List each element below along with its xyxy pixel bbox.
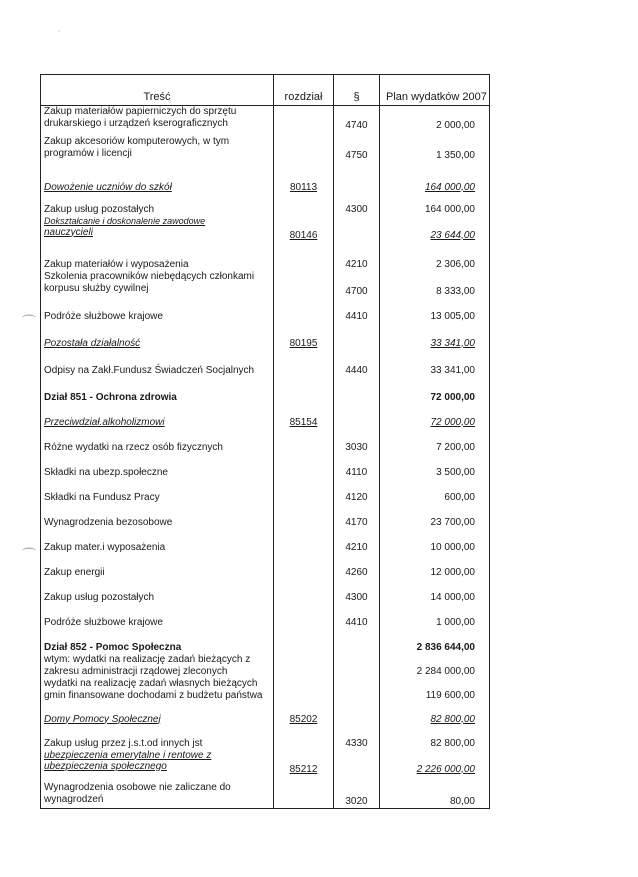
row-text-cont: ubezpieczenia społecznego [44,760,167,772]
row-text: Dowożenie uczniów do szkół [44,181,172,193]
row-paragraf: 4110 [334,454,380,479]
row-value: 119 600,00 [380,678,490,702]
header-plan: Plan wydatków 2007 [380,75,490,106]
row-value: 82 800,00 [430,713,475,725]
section-title: Dział 851 - Ochrona zdrowia [44,391,177,403]
row-paragraf: 4300 [334,194,380,216]
row-value: 33 341,00 [430,337,475,349]
table-row [41,194,490,216]
row-value: 164 000,00 [380,194,490,216]
table-row [41,162,490,194]
table-row [41,479,490,504]
table-row [41,554,490,579]
row-value: 23 700,00 [380,504,490,529]
row-paragraf: 4300 [334,579,380,604]
row-value: 2 284 000,00 [380,654,490,678]
table-row [41,106,490,132]
row-text-cont: wynagrodzeń [44,793,104,805]
row-value: 7 200,00 [380,429,490,454]
row-rozdzial: 80195 [289,337,318,349]
row-value: 10 000,00 [380,529,490,554]
table-row [41,404,490,429]
row-text-cont: nauczycieli [44,226,93,238]
row-text: wtym: wydatki na realizację zadań bieżących z [44,653,251,665]
table-row [41,604,490,629]
scan-mark: ⌒ [22,547,36,563]
table-row [41,654,490,678]
row-text: Szkolenia pracowników niebędących członkami [44,270,255,282]
row-paragraf: 4750 [334,132,380,162]
row-value: 82 800,00 [380,726,490,750]
row-text: Różne wydatki na rzecz osób fizycznych [44,441,223,453]
table-row [41,726,490,750]
table-row [41,454,490,479]
row-text: Zakup akcesoriów komputerowych, w tym [44,135,230,147]
row-paragraf: 4740 [334,106,380,132]
table-row [41,629,490,654]
row-value: 12 000,00 [380,554,490,579]
table-row [41,776,490,809]
header-rozdzial: rozdział [274,75,334,106]
section-total: 72 000,00 [380,377,490,404]
row-value: 3 500,00 [380,454,490,479]
row-paragraf: 4260 [334,554,380,579]
row-text: Podróże służbowe krajowe [44,310,163,322]
row-text: Przeciwdział.alkoholizmowi [44,416,165,428]
table-row [41,529,490,554]
row-paragraf: 4410 [334,604,380,629]
row-text-cont: drukarskiego i urządzeń kserograficznych [44,118,228,129]
section-total: 2 836 644,00 [380,629,490,654]
row-value: 164 000,00 [424,181,475,193]
row-value: 2 226 000,00 [416,763,475,775]
row-text: Pozostała działalność [44,337,141,349]
row-text: Zakup materiałów i wyposażenia [44,258,189,270]
row-text: Zakup usług przez j.s.t.od innych jst [44,737,203,749]
row-text-cont: zakresu administracji rządowej zleconych [44,665,228,677]
table-row [41,132,490,162]
row-rozdzial: 80113 [289,181,318,193]
budget-table [40,74,490,809]
row-value: 2 000,00 [380,106,490,132]
row-paragraf: 4170 [334,504,380,529]
row-value: 23 644,00 [430,229,475,241]
row-text: wydatki na realizację zadań własnych bieżących [44,677,258,689]
row-value: 1 000,00 [380,604,490,629]
row-text: Wynagrodzenia osobowe nie zaliczane do [44,781,231,793]
row-paragraf: 4210 [334,242,380,271]
table-row [41,678,490,702]
row-text-cont: korpusu służby cywilnej [44,282,149,294]
table-row [41,350,490,377]
row-value: 8 333,00 [380,271,490,298]
table-row [41,323,490,350]
row-text-cont: programów i licencji [44,147,132,159]
row-text: ubezpieczenia emerytalne i rentowe z [44,749,212,761]
row-rozdzial: 85154 [289,416,318,428]
row-paragraf: 4120 [334,479,380,504]
row-text: Podróże służbowe krajowe [44,616,163,628]
row-text: Składki na ubezp.społeczne [44,466,168,478]
table-row [41,750,490,776]
table-row [41,429,490,454]
row-paragraf: 4330 [334,726,380,750]
row-paragraf: 4440 [334,350,380,377]
row-value: 33 341,00 [380,350,490,377]
scan-mark: ˙ [58,30,62,41]
row-value: 80,00 [380,776,490,809]
row-text: Domy Pomocy Społecznej [44,713,161,725]
header-tresc: Treść [41,75,274,106]
scan-mark: ⌒ [22,314,36,330]
row-text: Składki na Fundusz Pracy [44,491,160,503]
table-row [41,271,490,298]
row-text: Odpisy na Zakł.Fundusz Świadczeń Socjalnych [44,364,255,376]
row-rozdzial: 80146 [289,229,318,241]
table-row [41,579,490,604]
row-value: 72 000,00 [430,416,475,428]
row-text: Zakup energii [44,566,105,578]
row-text-cont: gmin finansowane dochodami z budżetu państwa [44,689,263,701]
row-value: 13 005,00 [380,298,490,323]
row-text: Dokształcanie i doskonalenie zawodowe [44,215,206,226]
row-text: Zakup mater.i wyposażenia [44,541,166,553]
table-header-row [41,75,490,106]
table-row [41,504,490,529]
row-paragraf: 4410 [334,298,380,323]
row-paragraf: 4210 [334,529,380,554]
row-text: Zakup usług pozostałych [44,591,155,603]
row-rozdzial: 85202 [289,713,318,725]
row-value: 2 306,00 [380,242,490,271]
row-text: Wynagrodzenia bezosobowe [44,516,173,528]
row-text: Zakup usług pozostałych [44,203,155,215]
row-value: 14 000,00 [380,579,490,604]
section-title: Dział 852 - Pomoc Społeczna [44,641,182,653]
row-paragraf: 3020 [334,776,380,809]
table-row [41,216,490,242]
header-paragraf: § [334,75,380,106]
row-rozdzial: 85212 [289,763,318,775]
row-paragraf: 4700 [334,271,380,298]
row-value: 600,00 [380,479,490,504]
table-row [41,702,490,726]
row-text: Zakup materiałów papierniczych do sprzętu [44,106,237,117]
row-value: 1 350,00 [380,132,490,162]
row-paragraf: 3030 [334,429,380,454]
table-row [41,377,490,404]
table-row [41,242,490,271]
table-row [41,298,490,323]
